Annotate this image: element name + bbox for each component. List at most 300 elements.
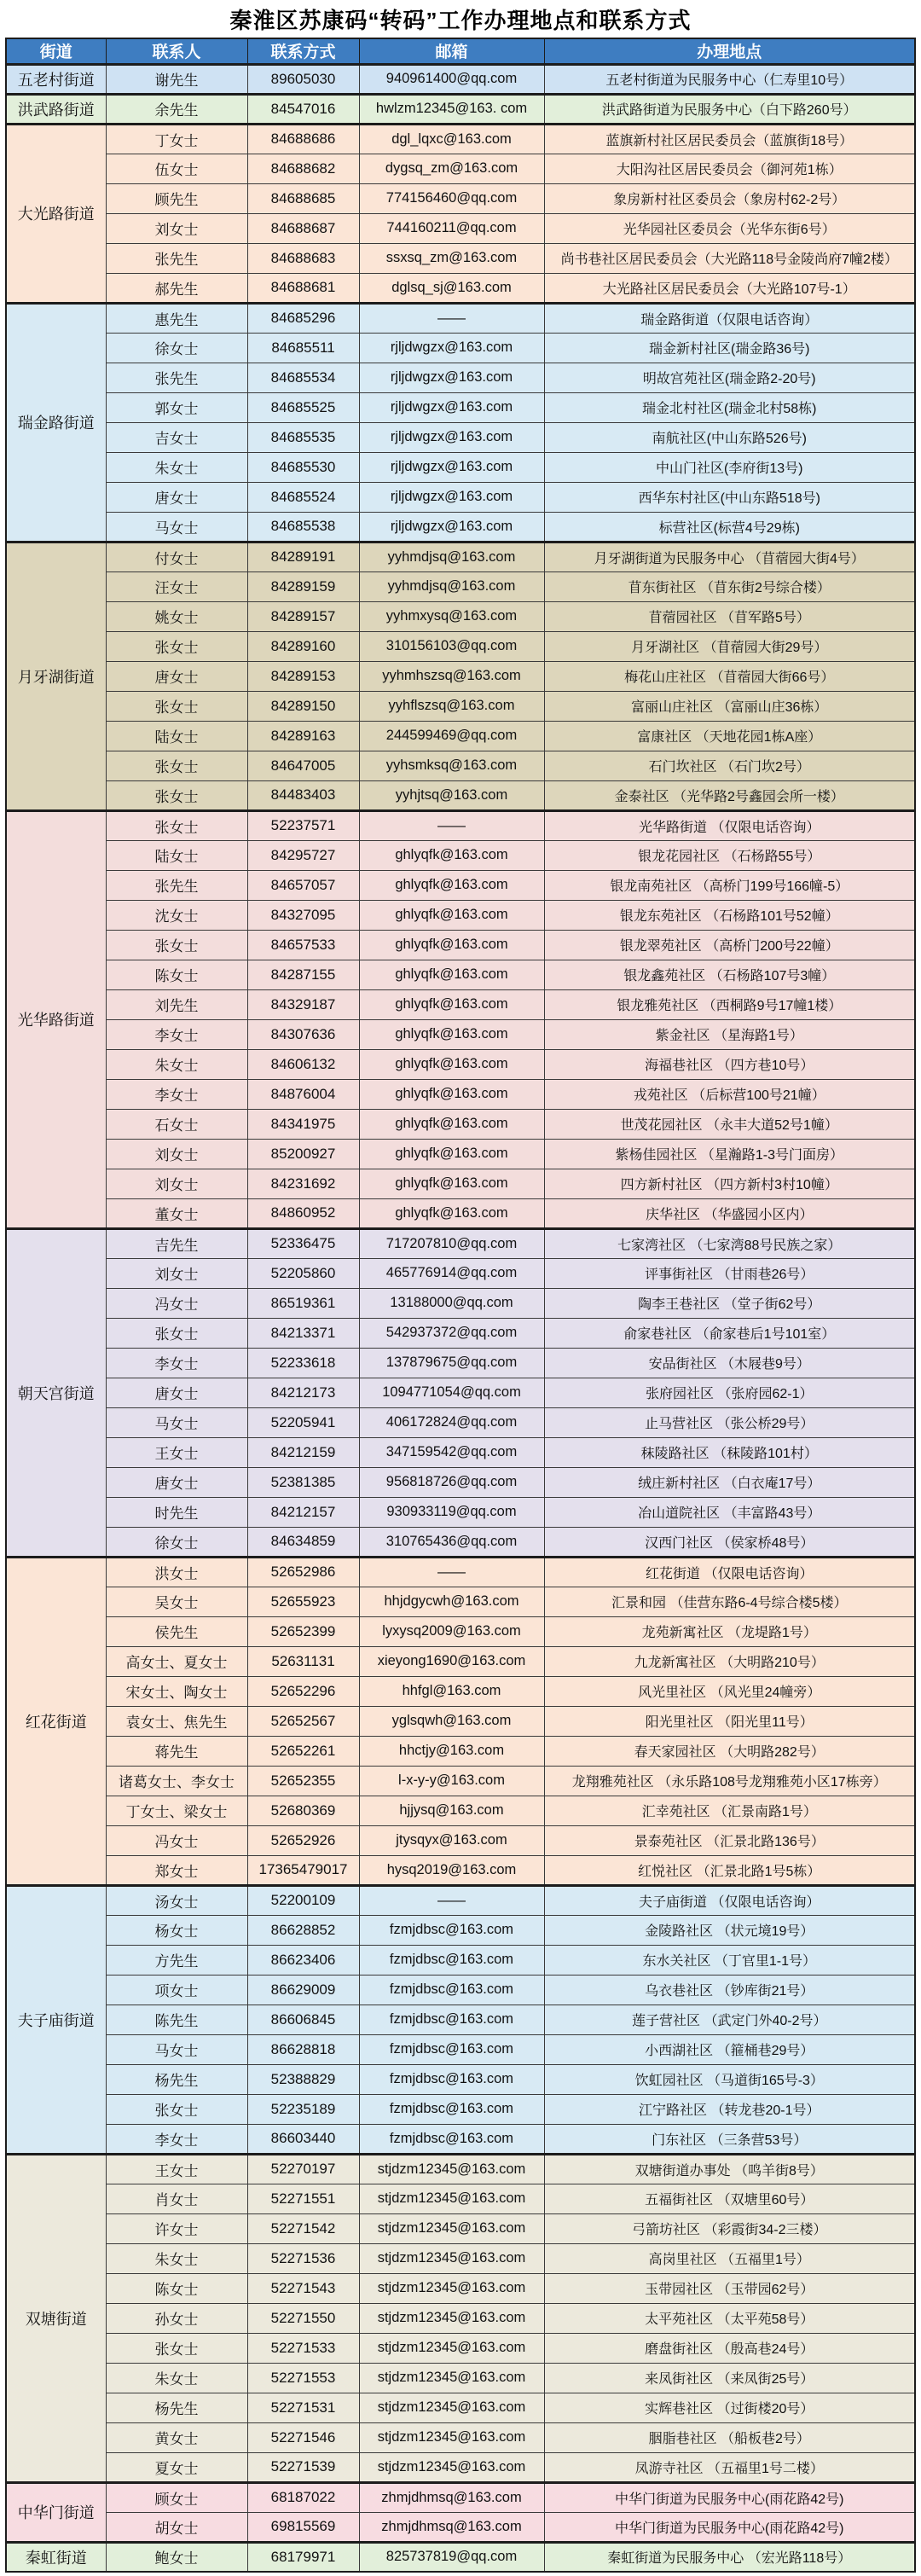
contact-cell: 张女士 <box>106 631 247 661</box>
location-cell: 评事街社区 （甘雨巷26号） <box>544 1258 915 1288</box>
contact-cell: 李女士 <box>106 1079 247 1109</box>
contact-cell: 张女士 <box>106 930 247 960</box>
contact-cell: 郝先生 <box>106 273 247 303</box>
contact-cell: 陆女士 <box>106 840 247 870</box>
contact-cell: 张先生 <box>106 870 247 900</box>
table-row <box>6 989 915 1019</box>
phone-cell: 84685511 <box>247 333 359 363</box>
table-row <box>6 2333 915 2363</box>
email-cell: yyhmxysq@163.com <box>359 601 544 631</box>
phone-cell: 52271551 <box>247 2184 359 2213</box>
email-cell: rjljdwgzx@163.com <box>359 333 544 363</box>
contact-cell: 姚女士 <box>106 601 247 631</box>
phone-cell: 84688681 <box>247 273 359 303</box>
location-cell: 五福街社区 （双塘里60号） <box>544 2184 915 2213</box>
location-cell: 银龙鑫苑社区 （石杨路107号3幢） <box>544 960 915 989</box>
email-cell: rjljdwgzx@163.com <box>359 512 544 542</box>
phone-cell: 84647005 <box>247 751 359 780</box>
contact-cell: 时先生 <box>106 1497 247 1527</box>
email-cell: fzmjdbsc@163.com <box>359 2064 544 2094</box>
table-row <box>6 1975 915 2005</box>
email-cell: hysq2019@163.com <box>359 1855 544 1885</box>
table-row <box>6 870 915 900</box>
street-name-cell: 五老村街道 <box>6 64 106 94</box>
email-cell: dgl_lqxc@163.com <box>359 124 544 154</box>
email-cell: fzmjdbsc@163.com <box>359 2005 544 2034</box>
table-row <box>6 1915 915 1945</box>
email-cell: stjdzm12345@163.com <box>359 2422 544 2452</box>
email-cell: yyhsmksq@163.com <box>359 751 544 780</box>
column-header-location: 办理地点 <box>544 38 915 64</box>
email-cell: hhctjy@163.com <box>359 1736 544 1766</box>
phone-cell: 84289160 <box>247 631 359 661</box>
location-cell: 金泰社区 （光华路2号鑫园会所一楼） <box>544 780 915 810</box>
table-row <box>6 2213 915 2243</box>
table-row <box>6 1616 915 1646</box>
location-cell: 银龙翠苑社区 （高桥门200号22幢） <box>544 930 915 960</box>
table-row <box>6 2124 915 2154</box>
table-row <box>6 1706 915 1736</box>
location-cell: 冶山道院社区 （丰富路43号） <box>544 1497 915 1527</box>
table-row <box>6 213 915 243</box>
location-cell: 银龙东苑社区 （石杨路101号52幢） <box>544 900 915 930</box>
contact-cell: 鲍女士 <box>106 2542 247 2572</box>
location-cell: 瑞金路街道（仅限电话咨询） <box>544 303 915 333</box>
table-body <box>6 64 915 2572</box>
contact-cell: 丁女士、梁女士 <box>106 1796 247 1825</box>
table-row <box>6 1139 915 1169</box>
location-cell: 大光路社区居民委员会（大光路107号-1） <box>544 273 915 303</box>
street-name-cell: 大光路街道 <box>6 124 106 303</box>
table-row <box>6 542 915 571</box>
table-row <box>6 2273 915 2303</box>
location-cell: 小西湖社区 （箍桶巷29号） <box>544 2034 915 2064</box>
contact-cell: 徐女士 <box>106 333 247 363</box>
email-cell: 310765436@qq.com <box>359 1527 544 1557</box>
contact-cell: 侯先生 <box>106 1616 247 1646</box>
table-row <box>6 601 915 631</box>
table-row <box>6 2154 915 2184</box>
table-row <box>6 2064 915 2094</box>
table-row <box>6 1228 915 1258</box>
phone-cell: 52270197 <box>247 2154 359 2184</box>
email-cell: stjdzm12345@163.com <box>359 2184 544 2213</box>
location-cell: 七家湾社区 （七家湾88号民族之家） <box>544 1228 915 1258</box>
phone-cell: 85200927 <box>247 1139 359 1169</box>
email-cell: fzmjdbsc@163.com <box>359 1915 544 1945</box>
table-row <box>6 1646 915 1676</box>
phone-cell: 84213371 <box>247 1318 359 1348</box>
contact-cell: 陈先生 <box>106 2005 247 2034</box>
location-cell: 陶李王巷社区 （堂子街62号） <box>544 1288 915 1318</box>
table-row <box>6 1169 915 1198</box>
contact-cell: 张先生 <box>106 243 247 273</box>
contact-cell: 汤女士 <box>106 1885 247 1915</box>
table-row <box>6 1796 915 1825</box>
location-cell: 标营社区(标营4号29栋) <box>544 512 915 542</box>
table-row <box>6 1019 915 1049</box>
location-cell: 洪武路街道为民服务中心（白下路260号） <box>544 94 915 124</box>
table-row <box>6 2094 915 2124</box>
email-cell: ghlyqfk@163.com <box>359 1109 544 1139</box>
email-cell: ghlyqfk@163.com <box>359 870 544 900</box>
table-row <box>6 512 915 542</box>
phone-cell: 52271542 <box>247 2213 359 2243</box>
table-row <box>6 243 915 273</box>
email-cell: zhmjdhmsq@163.com <box>359 2482 544 2512</box>
table-row <box>6 64 915 94</box>
location-cell: 东水关社区 （丁官里1-1号） <box>544 1945 915 1975</box>
location-cell: 西华东村社区(中山东路518号) <box>544 482 915 512</box>
contact-cell: 伍女士 <box>106 154 247 183</box>
header-row <box>6 38 915 64</box>
contact-cell: 冯女士 <box>106 1288 247 1318</box>
contact-cell: 郭女士 <box>106 392 247 422</box>
contact-cell: 刘女士 <box>106 1258 247 1288</box>
location-cell: 实辉巷社区 （过街楼20号） <box>544 2393 915 2422</box>
column-header-contact: 联系人 <box>106 38 247 64</box>
table-row <box>6 2303 915 2333</box>
street-name-cell: 双塘街道 <box>6 2154 106 2482</box>
table-row <box>6 303 915 333</box>
location-cell: 秦虹街道为民服务中心 （宏光路118号） <box>544 2542 915 2572</box>
contact-cell: 吉先生 <box>106 1228 247 1258</box>
location-cell: 南航社区(中山东路526号) <box>544 422 915 452</box>
location-cell: 风光里社区 （风光里24幢旁） <box>544 1676 915 1706</box>
phone-cell: 84634859 <box>247 1527 359 1557</box>
location-cell: 双塘街道办事处 （鸣羊街8号） <box>544 2154 915 2184</box>
contact-cell: 沈女士 <box>106 900 247 930</box>
email-cell: 774156460@qq.com <box>359 183 544 213</box>
contact-cell: 朱女士 <box>106 1049 247 1079</box>
phone-cell: 84688686 <box>247 124 359 154</box>
contact-cell: 王女士 <box>106 2154 247 2184</box>
table-row <box>6 900 915 930</box>
phone-cell: 84685524 <box>247 482 359 512</box>
email-cell: 310156103@qq.com <box>359 631 544 661</box>
phone-cell: 86519361 <box>247 1288 359 1318</box>
phone-cell: 52631131 <box>247 1646 359 1676</box>
email-cell: ghlyqfk@163.com <box>359 1139 544 1169</box>
email-cell: yyhmdjsq@163.com <box>359 571 544 601</box>
phone-cell: 84685535 <box>247 422 359 452</box>
table-row <box>6 392 915 422</box>
location-cell: 紫杨佳园社区 （星瀚路1-3号门面房） <box>544 1139 915 1169</box>
phone-cell: 52680369 <box>247 1796 359 1825</box>
email-cell: —— <box>359 810 544 840</box>
email-cell: ghlyqfk@163.com <box>359 960 544 989</box>
location-cell: 玉带园社区 （玉带园62号） <box>544 2273 915 2303</box>
location-cell: 汇幸苑社区 （汇景南路1号） <box>544 1796 915 1825</box>
phone-cell: 84327095 <box>247 900 359 930</box>
location-cell: 汇景和园 （佳营东路6-4号综合楼5楼） <box>544 1587 915 1616</box>
phone-cell: 52652399 <box>247 1616 359 1646</box>
table-row <box>6 960 915 989</box>
contact-cell: 唐女士 <box>106 1378 247 1407</box>
phone-cell: 52237571 <box>247 810 359 840</box>
email-cell: 542937372@qq.com <box>359 1318 544 1348</box>
phone-cell: 52271550 <box>247 2303 359 2333</box>
location-cell: 高岗里社区 （五福里1号） <box>544 2243 915 2273</box>
phone-cell: 86628818 <box>247 2034 359 2064</box>
contact-cell: 唐女士 <box>106 1467 247 1497</box>
table-row <box>6 1109 915 1139</box>
email-cell: —— <box>359 1557 544 1587</box>
location-cell: 来凤街社区 （来凤街25号） <box>544 2363 915 2393</box>
contact-cell: 陈女士 <box>106 960 247 989</box>
contact-cell: 胡女士 <box>106 2512 247 2542</box>
location-cell: 乌衣巷社区 （钞库街21号） <box>544 1975 915 2005</box>
email-cell: 406172824@qq.com <box>359 1407 544 1437</box>
contact-cell: 马女士 <box>106 512 247 542</box>
email-cell: stjdzm12345@163.com <box>359 2393 544 2422</box>
column-header-phone: 联系方式 <box>247 38 359 64</box>
location-cell: 富丽山庄社区 （富丽山庄36栋） <box>544 691 915 721</box>
location-cell: 红悦社区 （汇景北路1号5栋） <box>544 1855 915 1885</box>
phone-cell: 84657057 <box>247 870 359 900</box>
email-cell: stjdzm12345@163.com <box>359 2243 544 2273</box>
contact-cell: 黄女士 <box>106 2422 247 2452</box>
email-cell: jtysqyx@163.com <box>359 1825 544 1855</box>
phone-cell: 84685534 <box>247 363 359 392</box>
table-row <box>6 1318 915 1348</box>
location-cell: 太平苑社区 （太平苑58号） <box>544 2303 915 2333</box>
email-cell: 825737819@qq.com <box>359 2542 544 2572</box>
email-cell: rjljdwgzx@163.com <box>359 392 544 422</box>
table-row <box>6 661 915 691</box>
contact-cell: 诸葛女士、李女士 <box>106 1766 247 1796</box>
phone-cell: 84688687 <box>247 213 359 243</box>
email-cell: stjdzm12345@163.com <box>359 2303 544 2333</box>
table-row <box>6 1855 915 1885</box>
phone-cell: 68187022 <box>247 2482 359 2512</box>
page-title: 秦淮区苏康码“转码”工作办理地点和联系方式 <box>229 8 692 33</box>
table-row <box>6 1437 915 1467</box>
phone-cell: 84212173 <box>247 1378 359 1407</box>
email-cell: 930933119@qq.com <box>359 1497 544 1527</box>
table-row <box>6 1885 915 1915</box>
email-cell: stjdzm12345@163.com <box>359 2273 544 2303</box>
email-cell: rjljdwgzx@163.com <box>359 363 544 392</box>
email-cell: ghlyqfk@163.com <box>359 840 544 870</box>
email-cell: rjljdwgzx@163.com <box>359 482 544 512</box>
table-row <box>6 1198 915 1228</box>
contact-cell: 冯女士 <box>106 1825 247 1855</box>
phone-cell: 52652261 <box>247 1736 359 1766</box>
email-cell: 347159542@qq.com <box>359 1437 544 1467</box>
email-cell: lyxysq2009@163.com <box>359 1616 544 1646</box>
phone-cell: 52271536 <box>247 2243 359 2273</box>
street-name-cell: 夫子庙街道 <box>6 1885 106 2154</box>
email-cell: dygsq_zm@163.com <box>359 154 544 183</box>
contact-cell: 项女士 <box>106 1975 247 2005</box>
location-cell: 金陵路社区 （状元境19号） <box>544 1915 915 1945</box>
email-cell: stjdzm12345@163.com <box>359 2333 544 2363</box>
contact-cell: 张女士 <box>106 1318 247 1348</box>
table-row <box>6 1378 915 1407</box>
email-cell: 465776914@qq.com <box>359 1258 544 1288</box>
table-row <box>6 124 915 154</box>
location-cell: 饮虹园社区 （马道街165号-3） <box>544 2064 915 2094</box>
location-cell: 石门坎社区 （石门坎2号） <box>544 751 915 780</box>
contact-cell: 马女士 <box>106 1407 247 1437</box>
phone-cell: 52235189 <box>247 2094 359 2124</box>
email-cell: ghlyqfk@163.com <box>359 1169 544 1198</box>
table-row <box>6 1079 915 1109</box>
email-cell: stjdzm12345@163.com <box>359 2363 544 2393</box>
table-row <box>6 1049 915 1079</box>
phone-cell: 86628852 <box>247 1915 359 1945</box>
table-row <box>6 1587 915 1616</box>
contact-cell: 徐女士 <box>106 1527 247 1557</box>
phone-cell: 52271543 <box>247 2273 359 2303</box>
location-cell: 红花街道 （仅限电话咨询） <box>544 1557 915 1587</box>
contact-cell: 李女士 <box>106 1348 247 1378</box>
email-cell: stjdzm12345@163.com <box>359 2452 544 2482</box>
table-row <box>6 2482 915 2512</box>
contact-cell: 肖女士 <box>106 2184 247 2213</box>
contact-cell: 杨女士 <box>106 1915 247 1945</box>
phone-cell: 84289159 <box>247 571 359 601</box>
contact-cell: 惠先生 <box>106 303 247 333</box>
table-row <box>6 780 915 810</box>
contact-cell: 李女士 <box>106 2124 247 2154</box>
contact-cell: 谢先生 <box>106 64 247 94</box>
email-cell: fzmjdbsc@163.com <box>359 2094 544 2124</box>
phone-cell: 84483403 <box>247 780 359 810</box>
table-row <box>6 1676 915 1706</box>
phone-cell: 52652296 <box>247 1676 359 1706</box>
table-row <box>6 2393 915 2422</box>
email-cell: ghlyqfk@163.com <box>359 900 544 930</box>
phone-cell: 52271546 <box>247 2422 359 2452</box>
table-row <box>6 810 915 840</box>
email-cell: hhfgl@163.com <box>359 1676 544 1706</box>
phone-cell: 84289191 <box>247 542 359 571</box>
contact-cell: 王女士 <box>106 1437 247 1467</box>
location-cell: 莲子营社区 （武定门外40-2号） <box>544 2005 915 2034</box>
street-name-cell: 月牙湖街道 <box>6 542 106 810</box>
contact-cell: 李女士 <box>106 1019 247 1049</box>
contact-cell: 宋女士、陶女士 <box>106 1676 247 1706</box>
location-cell: 光华园社区委员会（光华东街6号） <box>544 213 915 243</box>
email-cell: hhjdgycwh@163.com <box>359 1587 544 1616</box>
table-row <box>6 2512 915 2542</box>
location-cell: 景泰苑社区 （汇景北路136号） <box>544 1825 915 1855</box>
table-row <box>6 631 915 661</box>
contact-cell: 袁女士、焦先生 <box>106 1706 247 1736</box>
contact-cell: 石女士 <box>106 1109 247 1139</box>
table-row <box>6 2184 915 2213</box>
phone-cell: 86629009 <box>247 1975 359 2005</box>
email-cell: ghlyqfk@163.com <box>359 1019 544 1049</box>
location-cell: 梅花山庄社区 （苜蓿园大街66号） <box>544 661 915 691</box>
phone-cell: 84231692 <box>247 1169 359 1198</box>
location-cell: 瑞金北村社区(瑞金北村58栋) <box>544 392 915 422</box>
phone-cell: 84860952 <box>247 1198 359 1228</box>
email-cell: xieyong1690@163.com <box>359 1646 544 1676</box>
table-row <box>6 1825 915 1855</box>
table-row <box>6 452 915 482</box>
phone-cell: 52652355 <box>247 1766 359 1796</box>
street-name-cell: 中华门街道 <box>6 2482 106 2542</box>
phone-cell: 86603440 <box>247 2124 359 2154</box>
location-cell: 门东社区 （三条营53号） <box>544 2124 915 2154</box>
contact-cell: 张先生 <box>106 363 247 392</box>
phone-cell: 84289163 <box>247 721 359 751</box>
location-cell: 银龙花园社区 （石杨路55号） <box>544 840 915 870</box>
table-row <box>6 1945 915 1975</box>
email-cell: rjljdwgzx@163.com <box>359 422 544 452</box>
phone-cell: 52200109 <box>247 1885 359 1915</box>
column-header-email: 邮箱 <box>359 38 544 64</box>
table-row <box>6 422 915 452</box>
phone-cell: 52655923 <box>247 1587 359 1616</box>
street-name-cell: 洪武路街道 <box>6 94 106 124</box>
phone-cell: 52388829 <box>247 2064 359 2094</box>
phone-cell: 84212157 <box>247 1497 359 1527</box>
table-row <box>6 1258 915 1288</box>
contact-cell: 付女士 <box>106 542 247 571</box>
phone-cell: 84685525 <box>247 392 359 422</box>
email-cell: yyhmdjsq@163.com <box>359 542 544 571</box>
location-cell: 龙翔雅苑社区 （永乐路108号龙翔雅苑小区17栋旁） <box>544 1766 915 1796</box>
phone-cell: 68179971 <box>247 2542 359 2572</box>
phone-cell: 52381385 <box>247 1467 359 1497</box>
contact-cell: 顾先生 <box>106 183 247 213</box>
location-cell: 月牙湖街道为民服务中心 （苜蓿园大街4号） <box>544 542 915 571</box>
contact-cell: 高女士、夏女士 <box>106 1646 247 1676</box>
phone-cell: 52205860 <box>247 1258 359 1288</box>
phone-cell: 84295727 <box>247 840 359 870</box>
contact-cell: 张女士 <box>106 2333 247 2363</box>
location-cell: 银龙南苑社区 （高桥门199号166幢-5） <box>544 870 915 900</box>
email-cell: rjljdwgzx@163.com <box>359 452 544 482</box>
phone-cell: 84287155 <box>247 960 359 989</box>
table-row <box>6 1467 915 1497</box>
email-cell: 244599469@qq.com <box>359 721 544 751</box>
contact-cell: 杨先生 <box>106 2064 247 2094</box>
location-cell: 大阳沟社区居民委员会（御河苑1栋） <box>544 154 915 183</box>
location-cell: 银龙雅苑社区 （西桐路9号17幢1楼） <box>544 989 915 1019</box>
contact-cell: 吴女士 <box>106 1587 247 1616</box>
location-cell: 中华门街道为民服务中心(雨花路42号) <box>544 2482 915 2512</box>
table-row <box>6 2034 915 2064</box>
location-cell: 富康社区 （天地花园1栋A座） <box>544 721 915 751</box>
contact-cell: 张女士 <box>106 810 247 840</box>
location-cell: 春天家园社区 （大明路282号） <box>544 1736 915 1766</box>
table-row <box>6 2363 915 2393</box>
table-row <box>6 1288 915 1318</box>
email-cell: 13188000@qq.com <box>359 1288 544 1318</box>
email-cell: fzmjdbsc@163.com <box>359 1975 544 2005</box>
contact-cell: 郑女士 <box>106 1855 247 1885</box>
contact-cell: 张女士 <box>106 751 247 780</box>
contact-cell: 马女士 <box>106 2034 247 2064</box>
street-name-cell: 光华路街道 <box>6 810 106 1228</box>
email-cell: l-x-y-y@163.com <box>359 1766 544 1796</box>
street-name-cell: 朝天宫街道 <box>6 1228 106 1557</box>
table-row <box>6 2542 915 2572</box>
email-cell: ghlyqfk@163.com <box>359 1049 544 1079</box>
table-row <box>6 1557 915 1587</box>
location-cell: 苜蓿园社区 （苜军路5号） <box>544 601 915 631</box>
table-row <box>6 1497 915 1527</box>
location-cell: 阳光里社区 （阳光里11号） <box>544 1706 915 1736</box>
location-cell: 五老村街道为民服务中心（仁寿里10号） <box>544 64 915 94</box>
location-cell: 九龙新寓社区 （大明路210号） <box>544 1646 915 1676</box>
location-cell: 海福巷社区 （四方巷10号） <box>544 1049 915 1079</box>
